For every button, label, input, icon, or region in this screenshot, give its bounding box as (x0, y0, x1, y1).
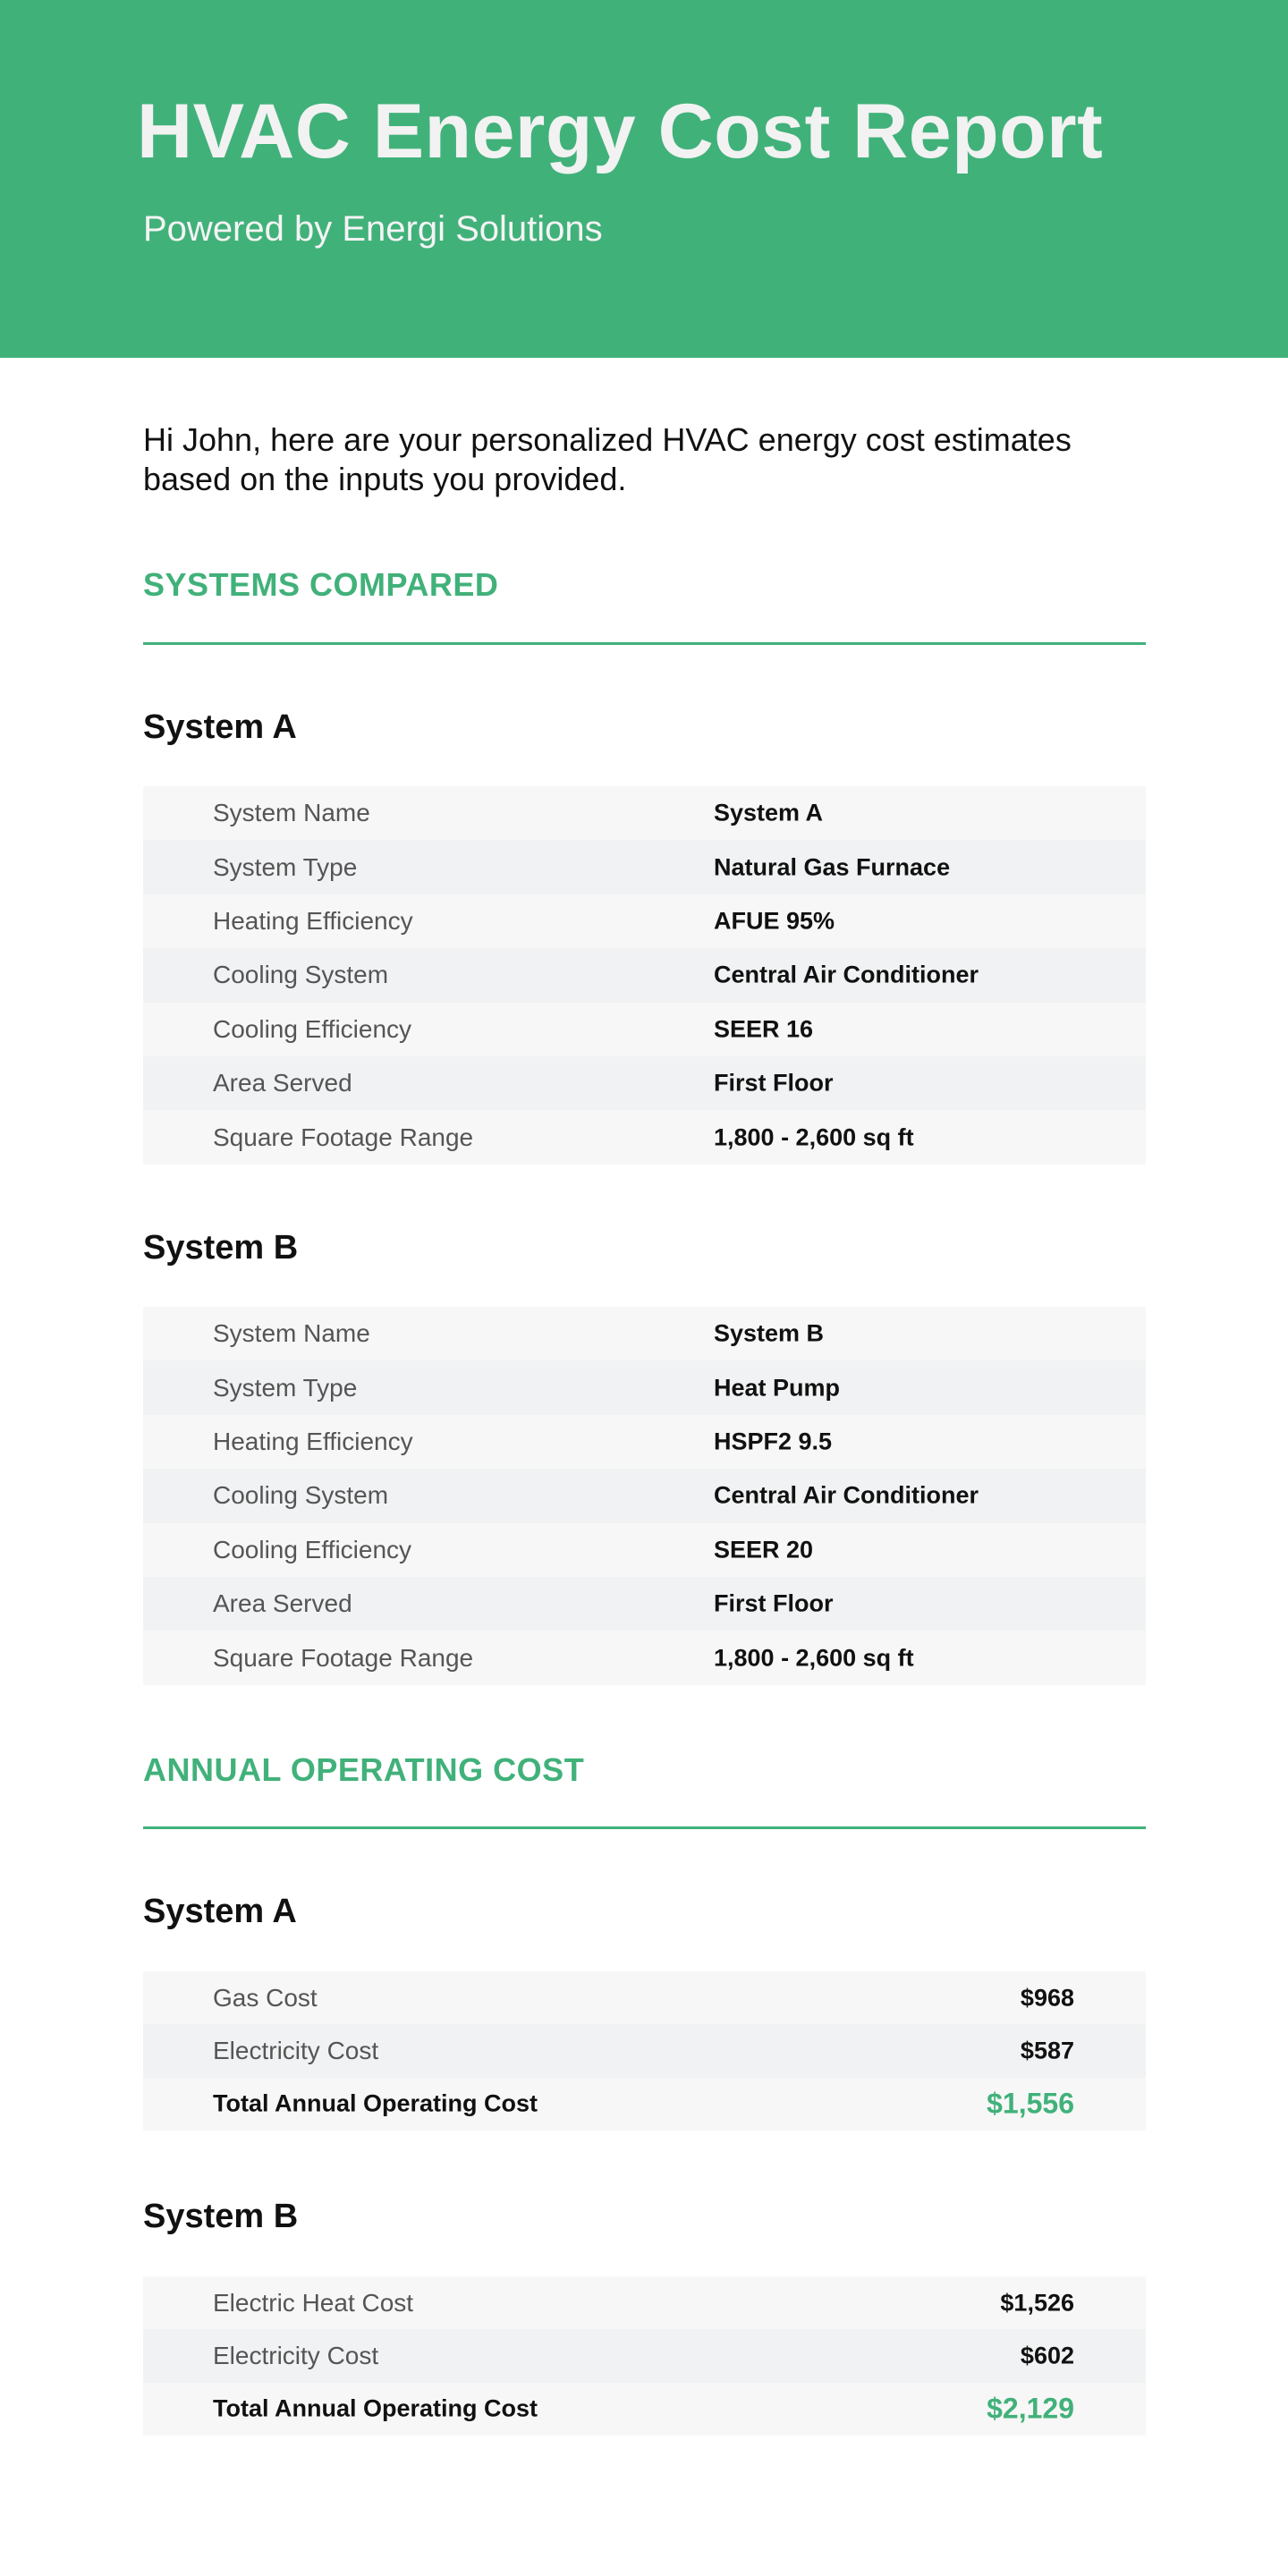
row-value: 1,800 - 2,600 sq ft (714, 1644, 914, 1672)
table-row (143, 1523, 1146, 1577)
row-value: Natural Gas Furnace (714, 853, 951, 881)
row-value: AFUE 95% (714, 907, 835, 935)
row-label: Cooling System (213, 1481, 389, 1510)
table-row (143, 1307, 1146, 1360)
row-value: HSPF2 9.5 (714, 1428, 833, 1455)
table-row (143, 1469, 1146, 1522)
table-row (143, 1360, 1146, 1414)
row-value: $587 (1020, 2037, 1074, 2064)
system-b-cost-title: System B (143, 2198, 299, 2235)
table-row (143, 786, 1146, 840)
row-label: Heating Efficiency (213, 1427, 413, 1455)
table-row (143, 948, 1146, 1002)
report-header (0, 0, 1288, 358)
row-label: System Name (213, 1319, 370, 1348)
table-row (143, 894, 1146, 948)
report-title: HVAC Energy Cost Report (137, 89, 1104, 174)
row-label: Area Served (213, 1069, 352, 1097)
row-label: Electricity Cost (213, 2036, 379, 2064)
row-value: Heat Pump (714, 1374, 841, 1402)
row-value: System A (714, 799, 824, 826)
system-a-specs-title: System A (143, 708, 297, 746)
table-row (143, 2329, 1146, 2382)
total-value: $1,556 (987, 2087, 1074, 2120)
total-value: $2,129 (987, 2392, 1074, 2425)
row-label: System Type (213, 1373, 358, 1402)
row-label: Square Footage Range (213, 1643, 474, 1672)
intro-text: Hi John, here are your personalized HVAC energy cost estimates based on the inputs you provided. (143, 421, 1072, 497)
table-row (143, 1415, 1146, 1469)
row-label: Area Served (213, 1589, 352, 1618)
row-value: SEER 20 (714, 1536, 814, 1563)
row-label: System Name (213, 799, 370, 827)
table-row (143, 1577, 1146, 1631)
row-label: Square Footage Range (213, 1123, 474, 1151)
table-row (143, 1971, 1146, 2024)
system-b-cost-table (143, 2276, 1146, 2436)
row-label: Cooling Efficiency (213, 1535, 412, 1563)
system-b-specs-title: System B (143, 1229, 299, 1267)
row-value: SEER 16 (714, 1015, 814, 1043)
section-divider (143, 1826, 1146, 1829)
table-row (143, 2024, 1146, 2077)
row-value: Central Air Conditioner (714, 961, 979, 988)
row-value: $1,526 (1000, 2289, 1074, 2317)
row-label: Cooling Efficiency (213, 1014, 412, 1043)
total-label: Total Annual Operating Cost (213, 2394, 538, 2422)
row-label: Gas Cost (213, 1983, 318, 2012)
system-a-cost-table (143, 1971, 1146, 2131)
row-label: System Type (213, 852, 358, 881)
row-value: First Floor (714, 1069, 834, 1097)
table-row (143, 2276, 1146, 2329)
table-row (143, 840, 1146, 894)
table-row (143, 1056, 1146, 1110)
table-row-total (143, 2078, 1146, 2131)
table-row-total (143, 2383, 1146, 2436)
row-value: 1,800 - 2,600 sq ft (714, 1123, 914, 1151)
section-divider (143, 642, 1146, 645)
system-b-specs-table (143, 1307, 1146, 1685)
row-label: Cooling System (213, 961, 389, 989)
row-label: Heating Efficiency (213, 906, 413, 935)
section-title-systems-compared: SYSTEMS COMPARED (143, 566, 499, 603)
report-subtitle: Powered by Energi Solutions (143, 209, 603, 249)
row-value: First Floor (714, 1589, 834, 1617)
table-row (143, 1003, 1146, 1056)
row-value: Central Air Conditioner (714, 1481, 979, 1509)
row-label: Electricity Cost (213, 2341, 379, 2369)
system-a-specs-table (143, 786, 1146, 1165)
section-title-annual-operating-cost: ANNUAL OPERATING COST (143, 1751, 585, 1788)
system-a-cost-title: System A (143, 1893, 297, 1930)
table-row (143, 1110, 1146, 1164)
row-value: $968 (1020, 1984, 1074, 2012)
row-value: System B (714, 1319, 825, 1347)
table-row (143, 1631, 1146, 1684)
total-label: Total Annual Operating Cost (213, 2089, 538, 2117)
row-label: Electric Heat Cost (213, 2288, 414, 2317)
row-value: $602 (1020, 2342, 1074, 2369)
